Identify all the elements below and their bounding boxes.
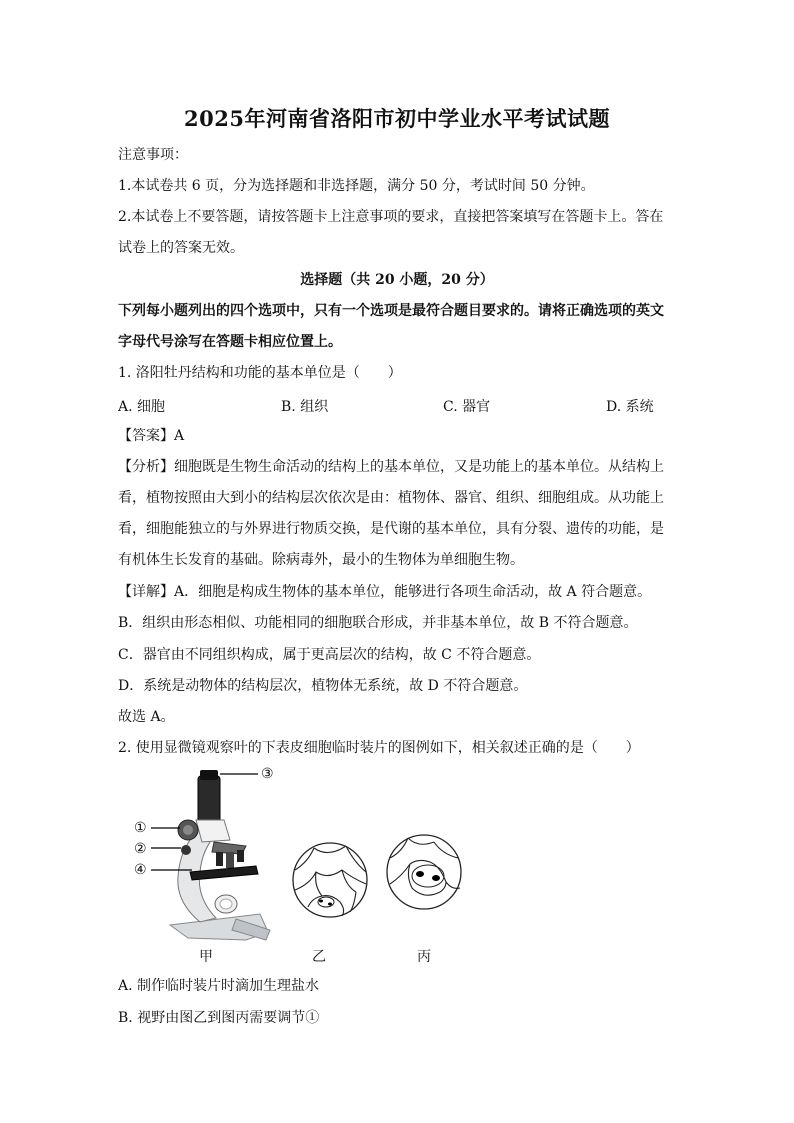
q1-detail-line-1: 【详解】A．细胞是构成生物体的基本单位，能够进行各项生命活动，故 A 符合题意。	[118, 584, 652, 600]
label-yi: 乙	[312, 949, 326, 965]
q1-detail-line-5: 故选 A。	[118, 709, 175, 725]
section-instruction-line-2: 字母代号涂写在答题卡相应位置上。	[118, 334, 342, 350]
field-of-view-yi	[293, 843, 367, 917]
microscope-figure	[118, 762, 478, 972]
q1-analysis-line-2: 看，植物按照由大到小的结构层次依次是由：植物体、器官、组织、细胞组成。从功能上	[118, 490, 664, 506]
label-4: ④	[134, 862, 147, 878]
q1-option-a: A. 细胞	[118, 399, 166, 415]
q1-analysis-line-1: 【分析】细胞既是生物生命活动的结构上的基本单位，又是功能上的基本单位。从结构上	[118, 459, 664, 475]
q2-option-b: B. 视野由图乙到图丙需要调节①	[118, 1010, 320, 1026]
microscope-illustration	[151, 770, 270, 940]
q1-answer: 【答案】A	[118, 428, 185, 444]
q2-figure	[118, 762, 478, 972]
notice-item-2-line-2: 试卷上的答案无效。	[118, 240, 244, 256]
q1-option-b: B. 组织	[281, 399, 329, 415]
label-2: ②	[134, 841, 147, 857]
label-jia: 甲	[199, 949, 213, 965]
q1-stem: 1. 洛阳牡丹结构和功能的基本单位是（ ）	[118, 365, 402, 381]
q1-detail-line-4: D．系统是动物体的结构层次，植物体无系统，故 D 不符合题意。	[118, 678, 528, 694]
section-heading: 选择题（共 20 小题，20 分）	[300, 272, 494, 288]
q1-detail-line-2: B．组织由形态相似、功能相同的细胞联合形成，并非基本单位，故 B 不符合题意。	[118, 615, 638, 631]
notice-heading: 注意事项：	[118, 147, 188, 163]
q1-option-d: D. 系统	[606, 399, 654, 415]
notice-item-2-line-1: 2.本试卷上不要答题，请按答题卡上注意事项的要求，直接把答案填写在答题卡上。答在	[118, 209, 664, 225]
field-of-view-bing	[387, 835, 461, 909]
notice-item-1: 1.本试卷共 6 页，分为选择题和非选择题，满分 50 分，考试时间 50 分钟。	[118, 178, 595, 194]
exam-title: 2025年河南省洛阳市初中学业水平考试试题	[184, 106, 610, 131]
q1-analysis-line-4: 有机体生长发育的基础。除病毒外，最小的生物体为单细胞生物。	[118, 552, 524, 568]
label-3: ③	[261, 766, 274, 782]
q1-analysis-line-3: 看，细胞能独立的与外界进行物质交换，是代谢的基本单位，具有分裂、遗传的功能，是	[118, 521, 664, 537]
label-1: ①	[134, 820, 147, 836]
label-bing: 丙	[417, 949, 431, 965]
q2-stem: 2. 使用显微镜观察叶的下表皮细胞临时装片的图例如下，相关叙述正确的是（ ）	[118, 740, 640, 756]
section-instruction-line-1: 下列每小题列出的四个选项中，只有一个选项是最符合题目要求的。请将正确选项的英文	[118, 303, 664, 319]
q2-option-a: A. 制作临时装片时滴加生理盐水	[118, 978, 320, 994]
q1-detail-line-3: C．器官由不同组织构成，属于更高层次的结构，故 C 不符合题意。	[118, 647, 541, 663]
q1-option-c: C. 器官	[443, 399, 491, 415]
